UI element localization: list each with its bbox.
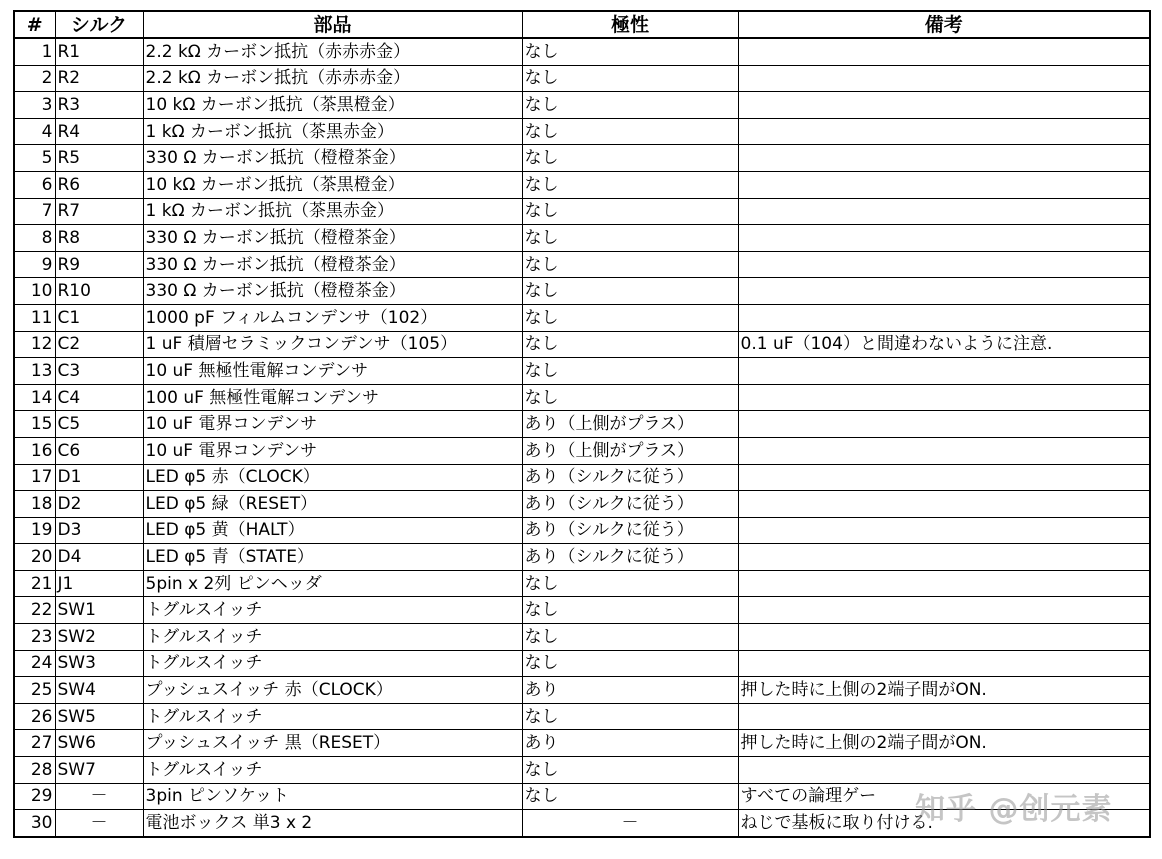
part-cell: 1 kΩ カーボン抵抗（茶黒赤金）: [143, 198, 522, 225]
silk-cell: R2: [55, 65, 143, 92]
polarity-cell: なし: [522, 570, 738, 597]
silk-cell: C5: [55, 411, 143, 438]
table-row: [14, 304, 1150, 331]
row-number: 26: [14, 703, 55, 730]
silk-cell: R9: [55, 251, 143, 278]
table-row: [14, 38, 1150, 65]
note-cell: 0.1 uF（104）と間違わないように注意.: [738, 331, 1150, 358]
polarity-cell: なし: [522, 304, 738, 331]
note-cell: [738, 411, 1150, 438]
silk-cell: SW7: [55, 757, 143, 784]
polarity-cell: なし: [522, 650, 738, 677]
table-body: [14, 38, 1150, 837]
row-number: 29: [14, 783, 55, 810]
part-cell: 2.2 kΩ カーボン抵抗（赤赤赤金）: [143, 38, 522, 65]
part-cell: 2.2 kΩ カーボン抵抗（赤赤赤金）: [143, 65, 522, 92]
table-row: [14, 384, 1150, 411]
table-row: [14, 437, 1150, 464]
silk-cell: R10: [55, 278, 143, 305]
note-cell: [738, 650, 1150, 677]
silk-cell: R4: [55, 118, 143, 145]
polarity-cell: なし: [522, 198, 738, 225]
silk-cell: C6: [55, 437, 143, 464]
row-number: 11: [14, 304, 55, 331]
silk-cell: R5: [55, 145, 143, 172]
part-cell: 1 kΩ カーボン抵抗（茶黒赤金）: [143, 118, 522, 145]
table-row: [14, 703, 1150, 730]
silk-cell: C3: [55, 358, 143, 385]
polarity-cell: なし: [522, 358, 738, 385]
table-row: [14, 65, 1150, 92]
row-number: 28: [14, 757, 55, 784]
part-cell: 10 kΩ カーボン抵抗（茶黒橙金）: [143, 92, 522, 119]
note-cell: [738, 65, 1150, 92]
polarity-cell: なし: [522, 384, 738, 411]
part-cell: 10 uF 電界コンデンサ: [143, 411, 522, 438]
note-cell: [738, 570, 1150, 597]
table-row: [14, 464, 1150, 491]
note-cell: [738, 757, 1150, 784]
silk-cell: J1: [55, 570, 143, 597]
row-number: 30: [14, 810, 55, 837]
row-number: 6: [14, 171, 55, 198]
note-cell: [738, 118, 1150, 145]
note-cell: [738, 517, 1150, 544]
silk-cell: R6: [55, 171, 143, 198]
note-cell: 押した時に上側の2端子間がON.: [738, 730, 1150, 757]
watermark: 知乎 @创元素: [915, 792, 1113, 827]
table-row: [14, 171, 1150, 198]
row-number: 2: [14, 65, 55, 92]
silk-cell: SW6: [55, 730, 143, 757]
silk-cell: SW4: [55, 677, 143, 704]
note-cell: [738, 278, 1150, 305]
row-number: 7: [14, 198, 55, 225]
row-number: 5: [14, 145, 55, 172]
polarity-cell: あり（シルクに従う）: [522, 517, 738, 544]
table-row: [14, 783, 1150, 810]
polarity-cell: あり: [522, 730, 738, 757]
silk-cell: R8: [55, 225, 143, 252]
note-cell: ねじで基板に取り付ける.: [738, 810, 1150, 837]
note-cell: [738, 38, 1150, 65]
silk-cell: C2: [55, 331, 143, 358]
row-number: 23: [14, 624, 55, 651]
polarity-cell: なし: [522, 171, 738, 198]
row-number: 9: [14, 251, 55, 278]
part-cell: LED φ5 黄（HALT）: [143, 517, 522, 544]
polarity-cell: なし: [522, 65, 738, 92]
polarity-cell: －: [522, 810, 738, 837]
part-cell: LED φ5 青（STATE）: [143, 544, 522, 571]
polarity-cell: なし: [522, 757, 738, 784]
row-number: 18: [14, 491, 55, 518]
silk-cell: C1: [55, 304, 143, 331]
note-cell: [738, 251, 1150, 278]
table-row: [14, 570, 1150, 597]
part-cell: 3pin ピンソケット: [143, 783, 522, 810]
silk-cell: －: [55, 783, 143, 810]
note-cell: [738, 597, 1150, 624]
row-number: 19: [14, 517, 55, 544]
part-cell: 1000 pF フィルムコンデンサ（102）: [143, 304, 522, 331]
table-row: [14, 650, 1150, 677]
part-cell: 330 Ω カーボン抵抗（橙橙茶金）: [143, 278, 522, 305]
table-row: [14, 278, 1150, 305]
silk-cell: SW5: [55, 703, 143, 730]
row-number: 8: [14, 225, 55, 252]
table-row: [14, 358, 1150, 385]
table-row: [14, 145, 1150, 172]
note-cell: [738, 145, 1150, 172]
part-cell: トグルスイッチ: [143, 703, 522, 730]
polarity-cell: あり（シルクに従う）: [522, 464, 738, 491]
polarity-cell: あり（上側がプラス）: [522, 411, 738, 438]
part-cell: 330 Ω カーボン抵抗（橙橙茶金）: [143, 145, 522, 172]
part-cell: 330 Ω カーボン抵抗（橙橙茶金）: [143, 225, 522, 252]
row-number: 1: [14, 38, 55, 65]
part-cell: 100 uF 無極性電解コンデンサ: [143, 384, 522, 411]
polarity-cell: なし: [522, 145, 738, 172]
table-row: [14, 118, 1150, 145]
part-cell: 330 Ω カーボン抵抗（橙橙茶金）: [143, 251, 522, 278]
header-polarity: 極性: [522, 11, 738, 38]
polarity-cell: なし: [522, 118, 738, 145]
note-cell: 押した時に上側の2端子間がON.: [738, 677, 1150, 704]
row-number: 4: [14, 118, 55, 145]
part-cell: LED φ5 赤（CLOCK）: [143, 464, 522, 491]
row-number: 15: [14, 411, 55, 438]
header-no: #: [14, 11, 55, 38]
note-cell: [738, 544, 1150, 571]
polarity-cell: なし: [522, 251, 738, 278]
polarity-cell: なし: [522, 92, 738, 119]
note-cell: [738, 171, 1150, 198]
silk-cell: SW1: [55, 597, 143, 624]
part-cell: 1 uF 積層セラミックコンデンサ（105）: [143, 331, 522, 358]
silk-cell: D1: [55, 464, 143, 491]
row-number: 27: [14, 730, 55, 757]
table-row: [14, 730, 1150, 757]
row-number: 12: [14, 331, 55, 358]
part-cell: LED φ5 緑（RESET）: [143, 491, 522, 518]
silk-cell: SW2: [55, 624, 143, 651]
part-cell: 10 uF 無極性電解コンデンサ: [143, 358, 522, 385]
polarity-cell: なし: [522, 331, 738, 358]
note-cell: [738, 464, 1150, 491]
note-cell: [738, 304, 1150, 331]
row-number: 20: [14, 544, 55, 571]
row-number: 21: [14, 570, 55, 597]
table-row: [14, 597, 1150, 624]
note-cell: [738, 384, 1150, 411]
table-row: [14, 491, 1150, 518]
part-cell: 5pin x 2列 ピンヘッダ: [143, 570, 522, 597]
header-silk: シルク: [55, 11, 143, 38]
silk-cell: C4: [55, 384, 143, 411]
polarity-cell: あり（シルクに従う）: [522, 491, 738, 518]
polarity-cell: あり（シルクに従う）: [522, 544, 738, 571]
parts-table: [13, 10, 1151, 838]
part-cell: 10 uF 電界コンデンサ: [143, 437, 522, 464]
row-number: 13: [14, 358, 55, 385]
polarity-cell: なし: [522, 624, 738, 651]
note-cell: [738, 92, 1150, 119]
polarity-cell: なし: [522, 278, 738, 305]
silk-cell: R7: [55, 198, 143, 225]
note-cell: [738, 358, 1150, 385]
row-number: 10: [14, 278, 55, 305]
part-cell: トグルスイッチ: [143, 757, 522, 784]
polarity-cell: なし: [522, 783, 738, 810]
note-cell: [738, 703, 1150, 730]
table-row: [14, 92, 1150, 119]
polarity-cell: なし: [522, 703, 738, 730]
polarity-cell: なし: [522, 225, 738, 252]
table-row: [14, 251, 1150, 278]
note-cell: [738, 225, 1150, 252]
note-cell: [738, 624, 1150, 651]
silk-cell: D3: [55, 517, 143, 544]
table-row: [14, 757, 1150, 784]
header-row: [14, 11, 1150, 38]
silk-cell: R1: [55, 38, 143, 65]
table-row: [14, 624, 1150, 651]
note-cell: すべての論理ゲー: [738, 783, 1150, 810]
row-number: 25: [14, 677, 55, 704]
part-cell: トグルスイッチ: [143, 650, 522, 677]
part-cell: トグルスイッチ: [143, 597, 522, 624]
silk-cell: －: [55, 810, 143, 837]
table-row: [14, 331, 1150, 358]
note-cell: [738, 491, 1150, 518]
polarity-cell: あり（上側がプラス）: [522, 437, 738, 464]
header-note: 備考: [738, 11, 1150, 38]
table-row: [14, 810, 1150, 837]
table-row: [14, 517, 1150, 544]
part-cell: 電池ボックス 単3 x 2: [143, 810, 522, 837]
part-cell: トグルスイッチ: [143, 624, 522, 651]
silk-cell: R3: [55, 92, 143, 119]
polarity-cell: なし: [522, 38, 738, 65]
row-number: 14: [14, 384, 55, 411]
row-number: 3: [14, 92, 55, 119]
silk-cell: D4: [55, 544, 143, 571]
header-part: 部品: [143, 11, 522, 38]
polarity-cell: なし: [522, 597, 738, 624]
note-cell: [738, 198, 1150, 225]
part-cell: プッシュスイッチ 赤（CLOCK）: [143, 677, 522, 704]
row-number: 22: [14, 597, 55, 624]
table-row: [14, 198, 1150, 225]
table-row: [14, 225, 1150, 252]
row-number: 17: [14, 464, 55, 491]
row-number: 24: [14, 650, 55, 677]
silk-cell: D2: [55, 491, 143, 518]
table-row: [14, 411, 1150, 438]
table-row: [14, 677, 1150, 704]
note-cell: [738, 437, 1150, 464]
part-cell: プッシュスイッチ 黒（RESET）: [143, 730, 522, 757]
silk-cell: SW3: [55, 650, 143, 677]
row-number: 16: [14, 437, 55, 464]
polarity-cell: あり: [522, 677, 738, 704]
table-row: [14, 544, 1150, 571]
part-cell: 10 kΩ カーボン抵抗（茶黒橙金）: [143, 171, 522, 198]
